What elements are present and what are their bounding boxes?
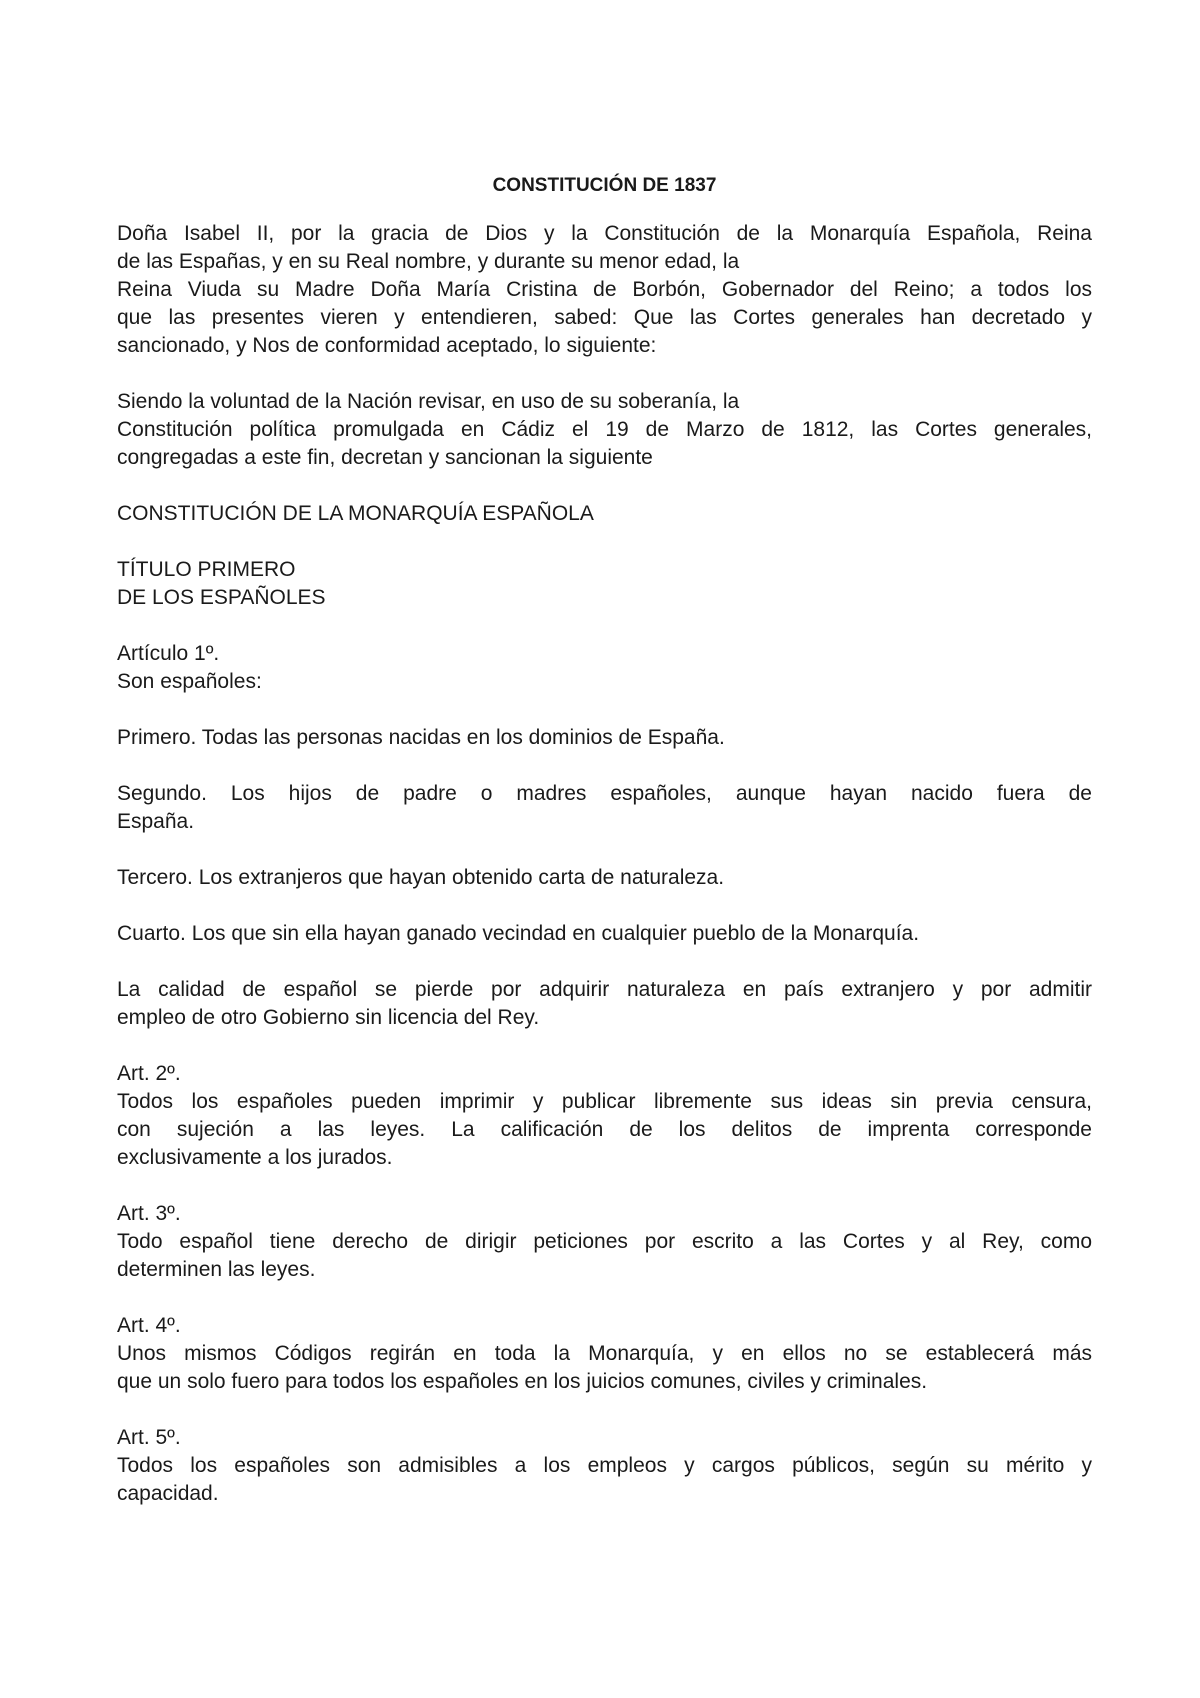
title-one-name: DE LOS ESPAÑOLES xyxy=(117,586,326,609)
article-1-loss-line: La calidad de español se pierde por adquirir naturaleza en país extranjero y por admitir xyxy=(117,978,1092,1001)
article-1-third: Tercero. Los extranjeros que hayan obtenido carta de naturaleza. xyxy=(117,866,725,889)
article-1-first: Primero. Todas las personas nacidas en los dominios de España. xyxy=(117,726,725,749)
article-1-header xyxy=(117,640,1092,696)
article-1-loss xyxy=(117,976,1092,1032)
article-3-line: determinen las leyes. xyxy=(117,1258,316,1281)
article-1-loss-line: empleo de otro Gobierno sin licencia del Rey. xyxy=(117,1006,540,1029)
article-3-line: Todo español tiene derecho de dirigir peticiones por escrito a las Cortes y al Rey, como xyxy=(117,1230,1092,1253)
article-1-heading: Artículo 1º. xyxy=(117,642,220,665)
preamble-line: sancionado, y Nos de conformidad aceptado, lo siguiente: xyxy=(117,334,657,357)
article-2-line: con sujeción a las leyes. La calificación de los delitos de imprenta corresponde xyxy=(117,1118,1092,1141)
article-2-heading: Art. 2º. xyxy=(117,1062,181,1085)
preamble-paragraph xyxy=(117,220,1092,360)
article-4 xyxy=(117,1312,1092,1396)
title-one-heading xyxy=(117,556,1092,612)
article-3-heading: Art. 3º. xyxy=(117,1202,181,1225)
decree-paragraph xyxy=(117,388,1092,472)
decree-line: Siendo la voluntad de la Nación revisar, en uso de su soberanía, la xyxy=(117,390,740,413)
article-1-second xyxy=(117,780,1092,836)
article-5-heading: Art. 5º. xyxy=(117,1426,181,1449)
document-title: CONSTITUCIÓN DE 1837 xyxy=(492,175,717,196)
constitution-heading: CONSTITUCIÓN DE LA MONARQUÍA ESPAÑOLA xyxy=(117,502,594,525)
article-4-line: Unos mismos Códigos regirán en toda la Monarquía, y en ellos no se establecerá más xyxy=(117,1342,1092,1365)
decree-line: Constitución política promulgada en Cádiz el 19 de Marzo de 1812, las Cortes generales, xyxy=(117,418,1092,441)
preamble-line: Reina Viuda su Madre Doña María Cristina de Borbón, Gobernador del Reino; a todos los xyxy=(117,278,1092,301)
preamble-line: que las presentes vieren y entendieren, sabed: Que las Cortes generales han decretado y xyxy=(117,306,1092,329)
article-4-heading: Art. 4º. xyxy=(117,1314,181,1337)
article-5-line: capacidad. xyxy=(117,1482,219,1505)
decree-line: congregadas a este fin, decretan y sancionan la siguiente xyxy=(117,446,653,469)
article-1-intro: Son españoles: xyxy=(117,670,262,693)
article-4-line: que un solo fuero para todos los españoles en los juicios comunes, civiles y criminales. xyxy=(117,1370,928,1393)
document-body xyxy=(117,172,1092,1536)
article-2-line: Todos los españoles pueden imprimir y publicar libremente sus ideas sin previa censura, xyxy=(117,1090,1092,1113)
preamble-line: de las Españas, y en su Real nombre, y durante su menor edad, la xyxy=(117,250,740,273)
article-1-second-line: España. xyxy=(117,810,195,833)
article-2-line: exclusivamente a los jurados. xyxy=(117,1146,393,1169)
article-1-second-line: Segundo. Los hijos de padre o madres españoles, aunque hayan nacido fuera de xyxy=(117,782,1092,805)
article-5-line: Todos los españoles son admisibles a los empleos y cargos públicos, según su mérito y xyxy=(117,1454,1092,1477)
article-5 xyxy=(117,1424,1092,1508)
article-2 xyxy=(117,1060,1092,1172)
title-one-label: TÍTULO PRIMERO xyxy=(117,558,296,581)
preamble-line: Doña Isabel II, por la gracia de Dios y la Constitución de la Monarquía Española, Reina xyxy=(117,222,1092,245)
article-1-fourth: Cuarto. Los que sin ella hayan ganado vecindad en cualquier pueblo de la Monarquía. xyxy=(117,922,920,945)
article-3 xyxy=(117,1200,1092,1284)
